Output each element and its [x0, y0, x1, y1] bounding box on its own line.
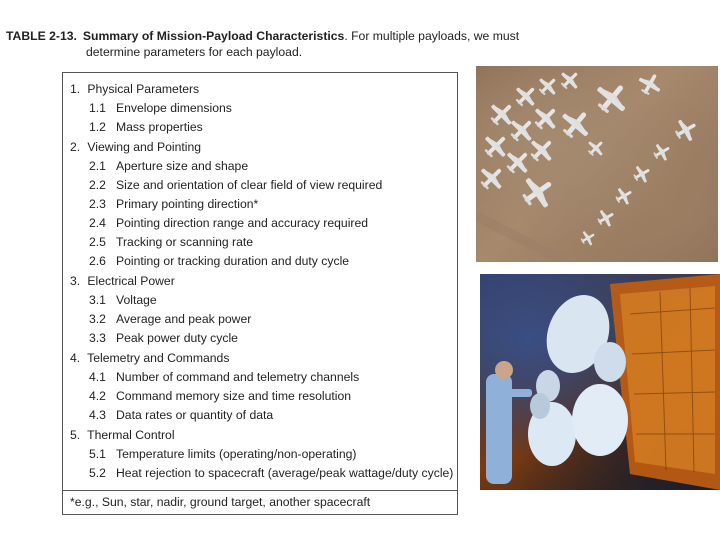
table-item: 5.2 Heat rejection to spacecraft (average/peak wattage/duty cycle) [89, 466, 454, 480]
table-item: 4.3 Data rates or quantity of data [89, 408, 274, 422]
table-item: 4.1 Number of command and telemetry channels [89, 370, 360, 384]
section-title: 5. Thermal Control [70, 428, 175, 442]
section-title: 2. Viewing and Pointing [70, 140, 201, 154]
characteristics-table [62, 72, 458, 515]
table-title: Summary of Mission-Payload Characteristics [82, 29, 345, 43]
section-title: 3. Electrical Power [70, 274, 175, 288]
table-item: 2.5 Tracking or scanning rate [89, 235, 254, 249]
table-item: 1.2 Mass properties [89, 120, 203, 134]
table-item: 3.3 Peak power duty cycle [89, 331, 238, 345]
table-item: 3.1 Voltage [89, 293, 157, 307]
aerial-aircraft-photo [476, 66, 718, 262]
table-number: TABLE 2-13. [6, 29, 77, 43]
table-item: 5.1 Temperature limits (operating/non-operating) [89, 447, 357, 461]
table-body [70, 79, 453, 483]
table-item: 3.2 Average and peak power [89, 312, 252, 326]
caption-text-line2: determine parameters for each payload. [86, 45, 303, 59]
section-title: 1. Physical Parameters [70, 82, 200, 96]
table-item: 2.6 Pointing or tracking duration and duty cycle [89, 254, 350, 268]
table-item: 2.3 Primary pointing direction* [89, 197, 259, 211]
table-item: 4.2 Command memory size and time resolution [89, 389, 352, 403]
footnote-divider [63, 490, 457, 491]
table-footnote: *e.g., Sun, star, nadir, ground target, another spacecraft [70, 495, 371, 509]
table-item: 2.2 Size and orientation of clear field of view required [89, 178, 383, 192]
table-item: 2.1 Aperture size and shape [89, 159, 249, 173]
section-title: 4. Telemetry and Commands [70, 351, 230, 365]
table-item: 2.4 Pointing direction range and accuracy required [89, 216, 369, 230]
table-item: 1.1 Envelope dimensions [89, 101, 232, 115]
caption-text-line1: . For multiple payloads, we must [344, 29, 520, 43]
satellite-photo [480, 274, 720, 490]
table-caption [6, 28, 526, 60]
